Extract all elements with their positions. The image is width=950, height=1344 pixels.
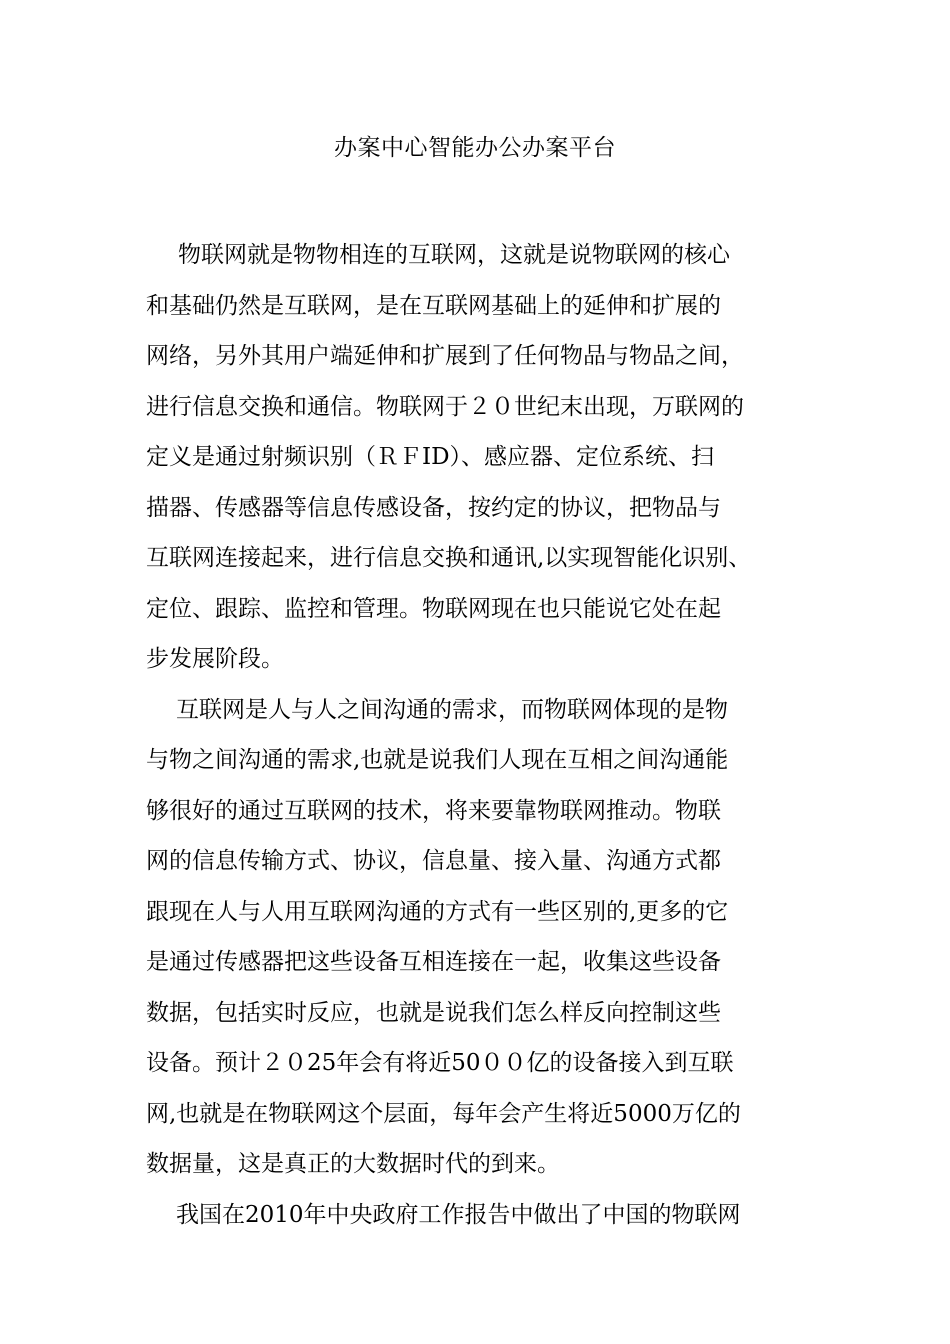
text-line: 设备。预计２０25年会有将近50００亿的设备接入到互联 xyxy=(146,1050,734,1076)
text-line: 物联网就是物物相连的互联网，这就是说物联网的核心 xyxy=(178,242,730,268)
text-line: 网,也就是在物联网这个层面，每年会产生将近5000万亿的 xyxy=(146,1100,741,1127)
text-line: 定位、跟踪、监控和管理。物联网现在也只能说它处在起 xyxy=(146,595,721,622)
text-line: 与物之间沟通的需求,也就是说我们人现在互相之间沟通能 xyxy=(146,747,729,773)
text-line: 数据，包括实时反应，也就是说我们怎么样反向控制这些 xyxy=(146,999,721,1026)
text-line: 定义是通过射频识别（ＲＦID）、感应器、定位系统、扫 xyxy=(146,444,715,470)
document-title: 办案中心智能办公办案平台 xyxy=(334,135,616,161)
text-line: 互联网是人与人之间沟通的需求，而物联网体现的是物 xyxy=(176,696,728,723)
text-line: 跟现在人与人用互联网沟通的方式有一些区别的,更多的它 xyxy=(146,898,729,925)
text-line: 步发展阶段。 xyxy=(146,646,284,672)
text-line: 数据量，这是真正的大数据时代的到来。 xyxy=(146,1151,560,1177)
text-line: 和基础仍然是互联网，是在互联网基础上的延伸和扩展的 xyxy=(146,292,721,319)
text-line: 网络，另外其用户端延伸和扩展到了任何物品与物品之间， xyxy=(146,343,744,369)
text-line: 够很好的通过互联网的技术，将来要靠物联网推动。物联 xyxy=(146,797,721,824)
text-line: 进行信息交换和通信。物联网于２０世纪末出现，万联网的 xyxy=(146,393,744,420)
text-line: 网的信息传输方式、协议，信息量、接入量、沟通方式都 xyxy=(146,848,721,874)
text-line: 互联网连接起来，进行信息交换和通讯,以实现智能化识别、 xyxy=(146,545,752,571)
text-line: 是通过传感器把这些设备互相连接在一起，收集这些设备 xyxy=(146,949,721,975)
paragraph-3 xyxy=(146,1190,806,1241)
text-line: 描器、传感器等信息传感设备，按约定的协议，把物品与 xyxy=(146,494,721,521)
paragraph-2 xyxy=(146,685,806,1190)
document-body xyxy=(146,230,806,1240)
text-line: 我国在2010年中央政府工作报告中做出了中国的物联网 xyxy=(176,1201,741,1228)
paragraph-1 xyxy=(146,230,806,685)
